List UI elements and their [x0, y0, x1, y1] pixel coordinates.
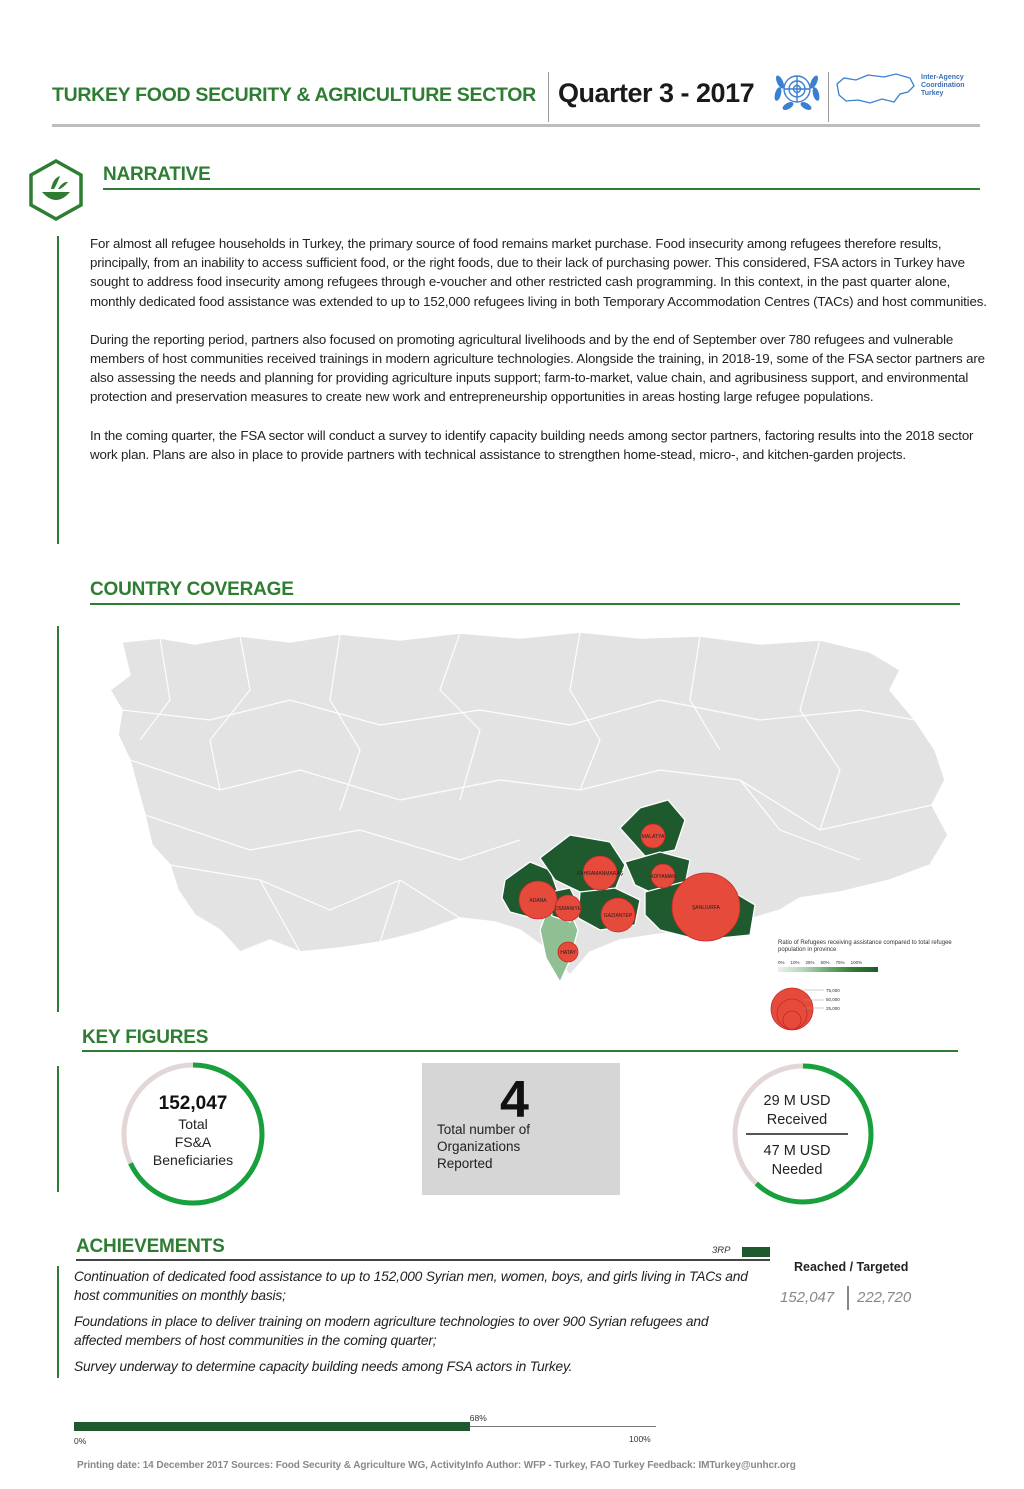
report-title: TURKEY FOOD SECURITY & AGRICULTURE SECTOR — [52, 84, 536, 106]
funding-needed: 47 M USD Needed — [763, 1143, 831, 1178]
achievements-rule — [76, 1259, 770, 1261]
beneficiaries-figure — [128, 1093, 258, 1169]
label-hatay: HATAY — [560, 950, 576, 956]
key-figures-rule — [82, 1050, 958, 1052]
map-legend-gradient — [778, 967, 878, 972]
rrp-label: 3RP — [712, 1245, 731, 1256]
targeted-value: 222,720 — [857, 1289, 912, 1306]
coverage-rule — [90, 603, 960, 605]
narrative-paragraph: In the coming quarter, the FSA sector will conduct a survey to identify capacity building needs among sector partners, factoring results into the 2018 sector work plan. Plans are also in place to provide partners with technical assistance to strengthen home-stead, micro-, and kitchen-garden projects. — [90, 427, 974, 462]
iac-logo-text: Inter-Agency Coordination Turkey — [921, 74, 965, 97]
beneficiaries-label: Beneficiaries — [152, 1152, 234, 1168]
narrative-body — [90, 234, 990, 483]
reached-targeted-divider — [847, 1286, 849, 1310]
progress-axis-max: 100% — [629, 1434, 651, 1444]
label-adana: ADANA — [529, 898, 547, 904]
beneficiaries-label: Total — [178, 1116, 208, 1132]
map-legend-title: Ratio of Refugees receiving assistance compared to total refugee population in province — [778, 940, 952, 953]
narrative-heading: NARRATIVE — [103, 164, 211, 185]
header-divider-2 — [828, 72, 829, 122]
beneficiaries-label: FS&A — [174, 1134, 212, 1150]
label-sanliurfa: ŞANLIURFA — [692, 905, 720, 911]
organizations-value: 4 — [500, 1071, 529, 1129]
rrp-marker — [742, 1247, 770, 1257]
achievement-item: Survey underway to determine capacity building needs among FSA actors in Turkey. — [74, 1359, 573, 1374]
map-legend-scale: 0% 10% 25% 50% 75% 100% — [778, 960, 863, 965]
label-adiyaman: ADIYAMAN — [650, 874, 676, 880]
label-malatya: MALATYA — [641, 834, 665, 840]
progress-percent-label: 68% — [469, 1413, 487, 1423]
funding-received: 29 M USD Received — [763, 1093, 831, 1128]
reached-targeted-label: Reached / Targeted — [794, 1260, 909, 1274]
achievements-sidebar — [57, 1266, 59, 1378]
achievements-heading: ACHIEVEMENTS — [76, 1236, 225, 1257]
header-divider — [548, 72, 549, 122]
key-figures-heading: KEY FIGURES — [82, 1027, 209, 1048]
achievement-item: Foundations in place to deliver training on modern agriculture technologies to over 900 Syrian refugees and affected members of host communities in the coming quarter; — [74, 1314, 709, 1348]
organizations-label: Total number of Organizations Reported — [437, 1122, 531, 1171]
progress-axis-min: 0% — [74, 1436, 87, 1446]
narrative-rule — [103, 188, 980, 190]
label-kahramanmaras: KAHRAMANMARAŞ — [576, 871, 624, 877]
label-gaziantep: GAZIANTEP — [603, 913, 633, 919]
footer-credits: Printing date: 14 December 2017 Sources: Food Security & Agriculture WG, ActivityInfo Author: WFP - Turkey, FAO Turkey Feedback: IMTurkey@unhcr.org — [77, 1460, 796, 1471]
achievements-list — [74, 1267, 754, 1383]
coverage-heading: COUNTRY COVERAGE — [90, 579, 294, 600]
key-figures-sidebar — [57, 1066, 59, 1192]
turkey-land — [110, 632, 948, 975]
narrative-paragraph: During the reporting period, partners also focused on promoting agricultural livelihoods and by the end of September over 780 refugees and vulnerable members of host communities received trainings in modern agriculture technologies. Alongside the training, in 2018-19, some of the FSA sector partners are also assessing the needs and planning for providing agriculture inputs support; farm-to-market, value chain, and agribusiness support, and environmental protection and preservation measures to create new work and entrepreneurship opportunities in areas hosting large refugee populations. — [90, 331, 985, 405]
funding-divider — [746, 1133, 848, 1135]
map-legend-size-labels: 75,000 50,000 25,000 — [826, 988, 840, 1011]
label-osmaniye: OSMANIYE — [554, 906, 582, 912]
map-legend-bubbles — [768, 984, 868, 1034]
food-bowl-icon — [27, 158, 85, 222]
narrative-sidebar — [57, 236, 59, 544]
narrative-paragraph: For almost all refugee households in Turkey, the primary source of food remains market purchase. Food insecurity among refugees therefore results, principally, from an inability to access sufficient food, or the right foods, due to their lack of purchasing power. This considered, FSA actors in Turkey have sought to address food insecurity among refugees through e-voucher and other restricted cash programming. In this context, in the past quarter alone, monthly dedicated food assistance was extended to up to 152,000 refugees living in both Temporary Accommodation Centres (TACs) and host communities. — [90, 236, 987, 309]
reached-value: 152,047 — [780, 1289, 835, 1306]
report-quarter: Quarter 3 - 2017 — [558, 78, 755, 108]
beneficiaries-value: 152,047 — [158, 1093, 228, 1114]
progress-fill — [74, 1422, 470, 1431]
un-logo-icon — [768, 64, 826, 114]
coverage-sidebar — [57, 626, 59, 1012]
turkey-outline-logo-icon — [834, 70, 918, 108]
achievement-item: Continuation of dedicated food assistance to up to 152,000 Syrian men, women, boys, and girls living in TACs and host communities on monthly basis; — [74, 1269, 748, 1303]
header-rule — [52, 124, 980, 127]
